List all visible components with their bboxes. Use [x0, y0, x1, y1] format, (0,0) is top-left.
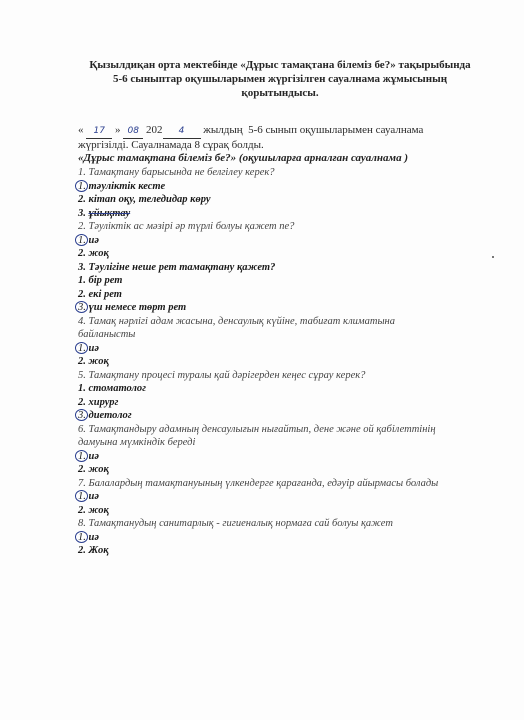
answer-option — [78, 274, 498, 288]
question-text-continued: байланысты — [78, 329, 136, 340]
option-number: 2. — [78, 248, 86, 259]
date-year-prefix: 202 — [146, 124, 163, 136]
answer-option — [78, 450, 498, 464]
option-text: хирург — [88, 396, 119, 408]
option-number: 1. — [78, 450, 86, 462]
option-text: кітап оқу, теледидар көру — [88, 194, 211, 205]
date-month-handwritten: 08 — [123, 125, 143, 139]
date-year-handwritten: 4 — [178, 126, 185, 136]
title-line-2: 5-6 сыныптар оқушыларымен жүргізілген сауалнама жұмысының — [112, 73, 448, 85]
question-list — [78, 166, 498, 558]
question-text: 8. Тамақтанудың санитарлық - гигиеналық нормаға сай болуы қажет — [78, 518, 393, 529]
option-number: 1. — [78, 531, 86, 543]
option-text: ұйықтау — [88, 207, 131, 219]
answer-option — [78, 409, 498, 423]
option-text: Жоқ — [88, 545, 109, 556]
option-text: иә — [88, 450, 99, 462]
answer-option — [78, 544, 498, 558]
option-text: тәуліктік кесте — [88, 180, 166, 192]
option-text: диетолог — [88, 410, 132, 421]
answer-option — [78, 180, 498, 194]
option-number: 1. — [78, 383, 86, 394]
title-line-3: қорытындысы. — [241, 87, 319, 99]
title-line-1: Қызылдиқан орта мектебінде «Дұрыс тамақтана білеміз бе?» тақырыбында — [89, 59, 471, 71]
stray-dot — [492, 256, 494, 258]
intro-paragraph — [78, 124, 498, 152]
question-text: 2. Тәуліктік ас мәзірі әр түрлі болуы қажет пе? — [78, 221, 295, 232]
option-number: 2. — [78, 356, 86, 367]
answer-option — [78, 396, 498, 410]
answer-option — [78, 355, 498, 369]
answer-option — [78, 301, 498, 315]
option-number: 2. — [78, 464, 86, 475]
option-number: 1. — [78, 180, 86, 192]
survey-title: «Дұрыс тамақтана білеміз бе?» (оқушыларға арналған сауалнама ) — [78, 152, 408, 164]
answer-option — [78, 463, 498, 477]
question-text: 4. Тамақ нәрлігі адам жасына, денсаулық күйіне, табиғат климатына — [78, 315, 396, 327]
option-number: 2. — [78, 396, 86, 408]
question-text: 6. Тамақтандыру адамның денсаулығын нығайтып, дене және ой қабілеттінің — [78, 423, 436, 435]
question-text: 7. Балалардың тамақтануының үлкендерге қарағанда, едәуір айырмасы болады — [78, 477, 439, 489]
option-text: бір рет — [88, 275, 123, 286]
date-day-handwritten: 17 — [86, 125, 112, 139]
document-title — [60, 58, 500, 100]
option-text: екі рет — [88, 288, 122, 300]
answer-option — [78, 247, 498, 261]
answer-option — [78, 531, 498, 545]
date-year-blank — [163, 124, 201, 139]
option-number: 1. — [78, 491, 86, 502]
question-text-continued: дамуына мүмкіндік береді — [78, 437, 196, 448]
date-line — [78, 124, 498, 139]
date-open-quote: « — [78, 124, 84, 136]
option-number: 3. — [78, 410, 86, 421]
question-text: 1. Тамақтану барысында не белгілеу керек? — [78, 167, 275, 178]
option-number: 1. — [78, 275, 86, 286]
answer-option — [78, 342, 498, 356]
option-number: 2. — [78, 545, 86, 556]
option-number: 2. — [78, 194, 86, 205]
option-text: жоқ — [88, 356, 109, 367]
option-number: 1. — [78, 342, 86, 354]
option-text: иә — [88, 234, 99, 246]
option-text: жоқ — [88, 464, 109, 475]
option-number: 2. — [78, 504, 86, 516]
option-text: иә — [88, 342, 99, 354]
option-number: 3. — [78, 302, 86, 313]
answer-option — [78, 382, 498, 396]
answer-option — [78, 207, 498, 221]
option-text: иә — [88, 491, 99, 502]
answer-option — [78, 288, 498, 302]
option-text: үш немесе төрт рет — [88, 302, 187, 313]
option-text: стоматолог — [88, 383, 147, 394]
answer-option — [78, 193, 498, 207]
option-number: 2. — [78, 288, 86, 300]
option-text: жоқ — [88, 504, 109, 516]
answer-option — [78, 234, 498, 248]
option-text: жоқ — [88, 248, 109, 259]
answer-option — [78, 504, 498, 518]
answer-option — [78, 490, 498, 504]
question-text: 5. Тамақтану процесі туралы қай дәрігерден кеңес сұрау керек? — [78, 369, 366, 381]
option-text: иә — [88, 531, 99, 543]
intro-line-2: жүргізілді. Сауалнамада 8 сұрақ болды. — [78, 139, 264, 151]
date-mid-quote: » — [115, 124, 121, 136]
question-text: 3. Тәулігіне неше рет тамақтану қажет? — [78, 261, 276, 273]
option-number: 3. — [78, 207, 86, 219]
option-number: 1. — [78, 234, 86, 246]
intro-after-date: жылдың 5-6 сынып оқушыларымен сауалнама — [200, 124, 424, 136]
